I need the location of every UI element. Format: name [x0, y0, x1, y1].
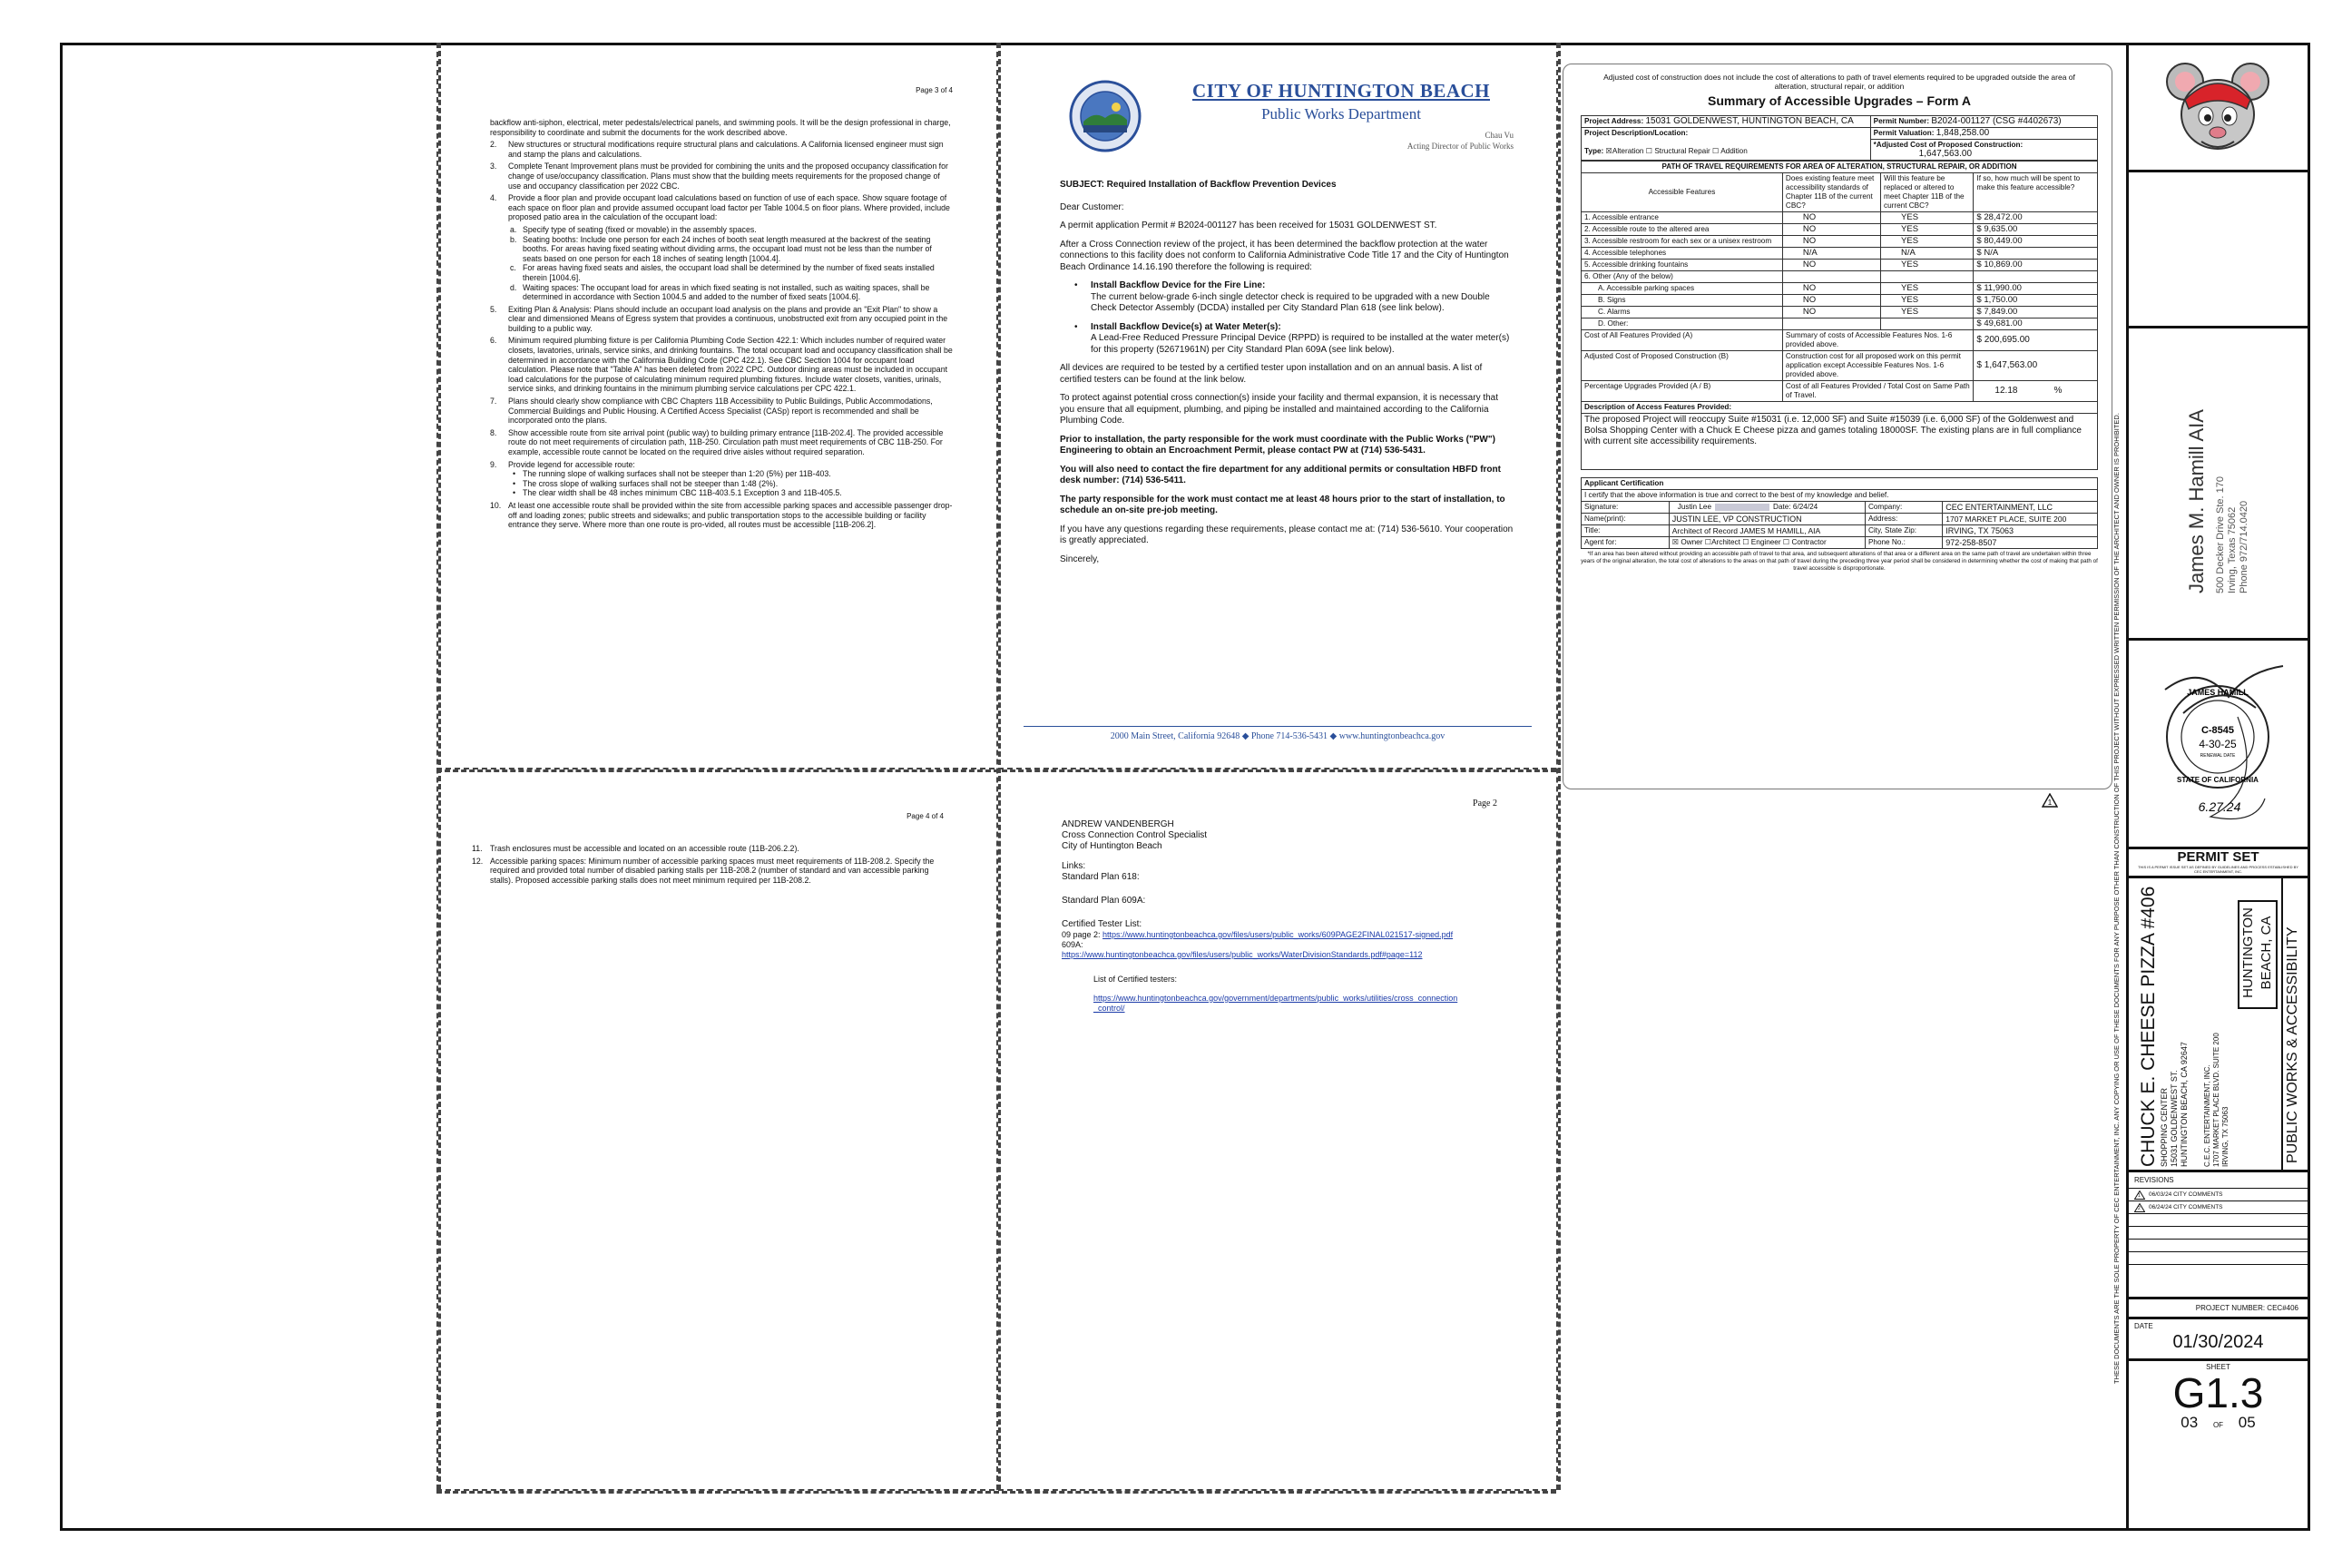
- architect-phone: Phone 972/714.0420: [2239, 500, 2249, 593]
- plan-609-page2-link[interactable]: https://www.huntingtonbeachca.gov/files/users/public_works/609PAGE2FINAL021517-signed.pdf: [1102, 930, 1454, 939]
- title-block: [2129, 43, 2310, 1531]
- comment-list: [472, 844, 944, 885]
- city-value: IRVING, TX 75063: [1943, 525, 2098, 537]
- table-row: [1582, 248, 2098, 260]
- column-header: Will this feature be replaced or altered to meet Chapter 11B of the current CBC?: [1881, 173, 1974, 212]
- meets-cell: N/A: [1782, 248, 1880, 260]
- letter-greeting: Dear Customer:: [1060, 201, 1124, 212]
- requirement-water-meter: • Install Backflow Device(s) at Water Meter(s): A Lead-Free Reduced Pressure Principal Device (RPPD) is required to be installed at the water meter(s) for this property (52671961N) per City Standard Plan 609A (see link below).: [1060, 322, 1514, 357]
- bullet-item: • The cross slope of walking surfaces shall not be steeper than 1:48 (2%).: [490, 479, 953, 489]
- architect-seal-icon: [2147, 653, 2292, 835]
- cost-cell: [1974, 271, 2098, 283]
- list-item: 4. Provide a floor plan and provide occupant load calculations based on function of use of each space. Show square footage of each space on floor plan and provide assumed occupant load factor per Table 1004.5 on floor plans. Where provided, include proposed patio area in the calculation of the occupant load:: [490, 193, 950, 222]
- revision-row: 2 06/24/24 CITY COMMENTS: [2129, 1201, 2308, 1214]
- plan-618-label: Standard Plan 618:: [1062, 872, 1140, 882]
- date-label: DATE: [2134, 1322, 2153, 1330]
- owner-line: C.E.C. ENTERTAINMENT, INC.: [2203, 1064, 2211, 1167]
- director-name: Chau Vu: [1485, 131, 1514, 140]
- form-header-table: [1581, 115, 2098, 161]
- comment-list: [490, 501, 953, 530]
- requirement-title: Install Backflow Device for the Fire Line:: [1091, 280, 1266, 290]
- project-address: Project Address: 15031 GOLDENWEST, HUNTINGTON BEACH, CA: [1582, 116, 1871, 128]
- cost-cell: $ N/A: [1974, 248, 2098, 260]
- table-row: [1582, 283, 2098, 295]
- cost-cell: $ 28,472.00: [1974, 212, 2098, 224]
- feature-cell: C. Alarms: [1582, 307, 1783, 318]
- meets-cell: NO: [1782, 236, 1880, 248]
- svg-text:4-30-25: 4-30-25: [2199, 738, 2237, 750]
- feature-cell: B. Signs: [1582, 295, 1783, 307]
- cost-a-value: $ 200,695.00: [1974, 330, 2098, 351]
- svg-text:STATE OF CALIFORNIA: STATE OF CALIFORNIA: [2177, 776, 2259, 784]
- form-a-accessible-upgrades: [1581, 73, 2098, 762]
- requirement-text: A Lead-Free Reduced Pressure Principal Device (RPPD) is required to be installed at the water meter(s) for this property (52671961N) per City Standard Plan 609A (see link below).: [1091, 333, 1510, 355]
- meets-cell: NO: [1782, 307, 1880, 318]
- letter-paragraph: If you have any questions regarding these requirements, please contact me at: (714) 536-5610. Your cooperation is greatly appreciated.: [1060, 524, 1514, 545]
- feature-cell: 2. Accessible route to the altered area: [1582, 224, 1783, 236]
- meets-cell: NO: [1782, 283, 1880, 295]
- requirement-fire-line: • Install Backflow Device for the Fire Line: The current below-grade 6-inch single detector check is required to be upgraded with a new Double Check Detector Assembly (DCDA) installed per City Standard Plan 618 (see link below).: [1060, 280, 1514, 315]
- dashed-divider: [436, 768, 1556, 772]
- svg-text:6.27.24: 6.27.24: [2198, 799, 2241, 814]
- project-line: 15031 GOLDENWEST ST.: [2170, 1070, 2179, 1167]
- permit-number: Permit Number: B2024-001127 (CSG #4402673): [1870, 116, 2097, 128]
- project-line: HUNTINGTON BEACH, CA 92647: [2180, 1042, 2189, 1167]
- chuck-e-cheese-logo-icon: [2165, 56, 2270, 158]
- letter-paragraph: To protect against potential cross connection(s) inside your facility and thermal expansion, it is necessary that you ensure that all equipment, plumbing, and piping be installed and maintained according to the California Plumbing Code.: [1060, 393, 1499, 426]
- field-label: Signature:: [1582, 502, 1670, 514]
- altered-cell: YES: [1881, 224, 1974, 236]
- field-label: Agent for:: [1582, 537, 1670, 549]
- architect-city: Irving, Texas 75062: [2227, 506, 2238, 593]
- owner-line: IRVING, TX 75063: [2221, 1106, 2230, 1167]
- date-cell: [2129, 1319, 2308, 1361]
- dashed-divider: [996, 43, 1001, 1490]
- letter-paragraph: A permit application Permit # B2024-001127 has been received for 15031 GOLDENWEST ST.: [1060, 220, 1437, 230]
- cost-a-desc: Summary of costs of Accessible Features Nos. 1-6 provided above.: [1782, 330, 1974, 351]
- feature-cell: 1. Accessible entrance: [1582, 212, 1783, 224]
- legal-notice: THESE DOCUMENTS ARE THE SOLE PROPERTY OF CEC ENTERTAINMENT, INC. ANY COPYING OR USE OF THESE DOCUMENTS FOR ANY PURPOSE OTHER THAN CONSTRUCTION OF THIS PROJECT WITHOUT EXPRESSED WRITTEN PERMISSION OF THE ARCHITECT AND OWNER IS PROHIBITED.: [2112, 413, 2121, 1384]
- altered-cell: [1881, 271, 1974, 283]
- list-item: 12. Accessible parking spaces: Minimum number of accessible parking spaces must meet requirements of 11B-208.2. Specify the required and provided total number of disabled parking stalls per 11B-208.2 (number of standard and van accessible parking stalls). Proposed accessible parking stalls does not meet minimum required per 11B-208.2.: [472, 856, 935, 885]
- cost-b-label: Adjusted Cost of Proposed Construction (B): [1582, 351, 1783, 381]
- sub-item: b. Seating booths: Include one person for each 24 inches of booth seat length measured at the backrest of the seating booths. For areas having fixed seating without dividing arms, the occupant load must not be less than the number of seats based on one person for each 18 inches of seating length [1004.4].: [510, 234, 932, 263]
- comment-list: [490, 140, 953, 222]
- list-item: 5. Exiting Plan & Analysis: Plans should include an occupant load analysis on the plans and provide an "Exit Plan" to show a clear and dimensioned Means of Egress system that provides a continuous, unobstructed exit from any occupied point in the building to a public way.: [490, 304, 948, 333]
- field-label: Phone No.:: [1865, 537, 1942, 549]
- field-label: Name(print):: [1582, 514, 1670, 525]
- permit-set-label: PERMIT SET: [2177, 849, 2259, 865]
- svg-text:C-8545: C-8545: [2200, 725, 2235, 736]
- cost-cell: $ 9,635.00: [1974, 224, 2098, 236]
- cost-cell: $ 80,449.00: [1974, 236, 2098, 248]
- city-seal-icon: [1069, 80, 1142, 152]
- field-label: Address:: [1865, 514, 1942, 525]
- standards-pdf-link[interactable]: https://www.huntingtonbeachca.gov/files/users/public_works/WaterDivisionStandards.pdf#page=112: [1062, 950, 1423, 959]
- owner-line: 1707 MARKET PLACE BLVD. SUITE 200: [2212, 1033, 2220, 1167]
- dashed-divider: [1556, 43, 1561, 1490]
- revisions-label: REVISIONS: [2129, 1172, 2308, 1189]
- sheet-number: G1.3: [2172, 1369, 2264, 1416]
- architect-cell: [2129, 328, 2308, 641]
- link-label: 609A:: [1062, 940, 1083, 949]
- city-box-text: HUNTINGTON BEACH, CA: [2240, 907, 2274, 998]
- svg-text:1: 1: [2047, 799, 2053, 807]
- agent-value: ☒ Owner ☐Architect ☐ Engineer ☐ Contractor: [1669, 537, 1865, 549]
- table-header: PATH OF TRAVEL REQUIREMENTS FOR AREA OF ALTERATION, STRUCTURAL REPAIR, OR ADDITION: [1582, 162, 2098, 173]
- comment-list: [490, 305, 953, 470]
- project-number: PROJECT NUMBER: CEC#406: [2129, 1299, 2308, 1319]
- address-value: 1707 MARKET PLACE, SUITE 200: [1943, 514, 2098, 525]
- path-of-travel-table: [1581, 161, 2098, 470]
- table-row: [1582, 307, 2098, 318]
- description-text: The proposed Project will reoccupy Suite #15031 (i.e. 12,000 SF) and Suite #15039 (i.e. 6,000 SF) of the Goldenwest and Bolsa Shopping Center with a Chuck E Cheese pizza and games totaling 18000SF. The existing plans are in full compliance with current site accessibility requirements.: [1582, 414, 2098, 470]
- director-title: Acting Director of Public Works: [1406, 142, 1514, 151]
- cost-cell: $ 49,681.00: [1974, 318, 2098, 330]
- cost-cell: $ 7,849.00: [1974, 307, 2098, 318]
- form-title: Summary of Accessible Upgrades – Form A: [1708, 93, 1971, 108]
- backflow-letter-page-2: [1062, 799, 1497, 1089]
- altered-cell: YES: [1881, 295, 1974, 307]
- revision-row: 1 06/03/24 CITY COMMENTS: [2129, 1189, 2308, 1201]
- signer-name: ANDREW VANDENBERGH: [1062, 819, 1174, 829]
- letterhead: [1060, 73, 1514, 172]
- sheet-of: 03 OF 05: [2180, 1414, 2256, 1431]
- department-name: Public Works Department: [1261, 105, 1421, 122]
- blank-cell: [2129, 172, 2308, 328]
- project-line: SHOPPING CENTER: [2160, 1087, 2169, 1167]
- meets-cell: NO: [1782, 260, 1880, 271]
- sub-item: c. For areas having fixed seats and aisles, the occupant load shall be determined by the number of fixed seats installed therein [1004.6].: [510, 263, 935, 282]
- table-row: [1582, 260, 2098, 271]
- feature-cell: 6. Other (Any of the below): [1582, 271, 1783, 283]
- altered-cell: YES: [1881, 260, 1974, 271]
- cost-b-value: $ 1,647,563.00: [1974, 351, 2098, 381]
- delta-revision-icon: [2042, 793, 2058, 808]
- requirement-text: The current below-grade 6-inch single detector check is required to be upgraded with a new Double Check Detector Assembly (DCDA) installed per City Standard Plan 618 (see link below).: [1091, 291, 1490, 313]
- permit-valuation: Permit Valuation: 1,848,258.00: [1870, 128, 2097, 140]
- feature-cell: 5. Accessible drinking fountains: [1582, 260, 1783, 271]
- meets-cell: NO: [1782, 295, 1880, 307]
- requirement-title: Install Backflow Device(s) at Water Meter(s):: [1091, 321, 1281, 332]
- percentage-desc: Cost of all Features Provided / Total Cost on Same Path of Travel.: [1782, 381, 1974, 402]
- meets-cell: [1782, 318, 1880, 330]
- cross-connection-link[interactable]: https://www.huntingtonbeachca.gov/government/departments/public_works/utilities/cross_connection_control/: [1093, 994, 1458, 1013]
- link-row: 09 page 2: https://www.huntingtonbeachca.gov/files/users/public_works/609PAGE2FINAL021517-signed.pdf: [1062, 930, 1454, 939]
- letter-paragraph: Prior to installation, the party responsible for the work must coordinate with the Public Works ("PW") Engineering to obtain an Encroachment Permit, please contact PW at (714) 536-5431.: [1060, 434, 1495, 456]
- table-row: [1582, 295, 2098, 307]
- letter-paragraph: You will also need to contact the fire department for any additional permits or consultation HBFD front desk number: (714) 536-5411.: [1060, 464, 1501, 485]
- date-value: 01/30/2024: [2172, 1332, 2264, 1352]
- list-item: 2. New structures or structural modifications require structural plans and calculations. A California licensed engineer must sign and stamp the plans and calculations.: [490, 140, 944, 159]
- table-row: [1582, 212, 2098, 224]
- column-header: Accessible Features: [1582, 173, 1783, 212]
- sheet-title: PUBLIC WORKS & ACCESSIBILITY: [2285, 926, 2300, 1163]
- field-label: City, State Zip:: [1865, 525, 1942, 537]
- letter-paragraph: The party responsible for the work must contact me at least 48 hours prior to the start of installation, to schedule an on-site pre-job meeting.: [1060, 494, 1505, 515]
- sheet-label: SHEET: [2206, 1363, 2230, 1371]
- name-value: JUSTIN LEE, VP CONSTRUCTION: [1669, 514, 1865, 525]
- feature-cell: A. Accessible parking spaces: [1582, 283, 1783, 295]
- column-header: If so, how much will be spent to make this feature accessible?: [1974, 173, 2098, 212]
- cost-b-desc: Construction cost for all proposed work on this permit application except Accessible Features Nos. 1-6 provided above.: [1782, 351, 1974, 381]
- letter-closing: Sincerely,: [1060, 554, 1100, 564]
- logo-cell: [2129, 45, 2308, 172]
- letter-footer: 2000 Main Street, California 92648 ◆ Phone 714-536-5431 ◆ www.huntingtonbeachca.gov: [1110, 731, 1446, 741]
- letter-paragraph: After a Cross Connection review of the project, it has been determined the backflow protection at the water connections to this facility does not conform to California Administrative Code Title 17 and the City of Huntington Beach Ordinance 14.16.190 therefore the following is required:: [1060, 239, 1509, 272]
- certification-heading: Applicant Certification: [1582, 478, 2098, 490]
- list-item: 10. At least one accessible route shall be provided within the site from accessible parking spaces and accessible passenger drop-off and loading zones; public streets and sidewalks; and public transportation stops to the accessible building or facility entrance they serve. Where more than one route is pro-vided, all routes must be accessible [11B-206.2].: [490, 500, 953, 530]
- phone-value: 972-258-8507: [1943, 537, 2098, 549]
- meets-cell: [1782, 271, 1880, 283]
- cost-cell: $ 1,750.00: [1974, 295, 2098, 307]
- company-value: CEC ENTERTAINMENT, LLC: [1943, 502, 2098, 514]
- altered-cell: YES: [1881, 307, 1974, 318]
- project-info-cell: [2129, 878, 2308, 1172]
- table-row: [1582, 224, 2098, 236]
- letter-subject: SUBJECT: Required Installation of Backflow Prevention Devices: [1060, 180, 1337, 190]
- link-row: [1062, 994, 1461, 1014]
- tester-list-heading: Certified Tester List:: [1062, 919, 1142, 929]
- dashed-divider: [436, 43, 441, 1490]
- permit-set-cell: [2129, 849, 2308, 878]
- certification-text: I certify that the above information is true and correct to the best of my knowledge and belief.: [1582, 490, 2098, 502]
- certified-testers-label: List of Certified testers:: [1093, 975, 1178, 984]
- signer-title: Cross Connection Control Specialist: [1062, 830, 1208, 840]
- project-description: Project Description/Location: Type: ☒Alteration ☐ Structural Repair ☐ Addition: [1582, 128, 1871, 161]
- meets-cell: NO: [1782, 212, 1880, 224]
- list-item: 8. Show accessible route from site arrival point (public way) to building primary entrance [11B-202.4]. The provided accessible route do not meet requirements of circulation path, 11B-250. Circulation path must meet requirements of CBC 11B-250. For example, accessible route cannot be located on the required drive aisles without required separation.: [490, 427, 944, 456]
- list-item: 7. Plans should clearly show compliance with CBC Chapters 11B Accessibility to Public Buildings, Public Accommodations, Commercial Buildings and Public Housing. A Certified Access Specialist (CASp) report is recommended and shall be incorporated onto the plans.: [490, 397, 933, 426]
- meets-cell: NO: [1782, 224, 1880, 236]
- seal-cell: [2129, 641, 2308, 849]
- backflow-letter: [1060, 73, 1514, 762]
- cost-cell: $ 10,869.00: [1974, 260, 2098, 271]
- list-item: 9. Provide legend for accessible route:: [490, 459, 635, 469]
- bullet-item: • The clear width shall be 48 inches minimum CBC 11B-403.5.1 Exception 3 and 11B-405.5.: [490, 488, 953, 498]
- sub-item: d. Waiting spaces: The occupant load for areas in which fixed seating is not installed, such as waiting spaces, shall be determined in accordance with Section 1004.5 and added to the number of fixed seats [1004.6].: [510, 282, 930, 302]
- architect-address: 500 Decker Drive Ste. 170: [2215, 475, 2226, 593]
- page-number: Page 3 of 4: [916, 86, 953, 94]
- architect-name: James M. Hamill AIA: [2185, 409, 2208, 593]
- signature-value: Justin Lee Date: 6/24/24: [1669, 502, 1865, 514]
- cost-a-label: Cost of All Features Provided (A): [1582, 330, 1783, 351]
- altered-cell: [1881, 318, 1974, 330]
- dashed-divider: [436, 1489, 1556, 1494]
- list-item: 3. Complete Tenant Improvement plans must be provided for combining the units and the proposed occupancy classification for change of use/occupancy classification. Plans must show that the building meets requirements for the proposed change of use and occupancy classification per 2022 CBC.: [490, 162, 948, 191]
- title-value: Architect of Record JAMES M HAMILL, AIA: [1669, 525, 1865, 537]
- description-heading: Description of Access Features Provided:: [1582, 402, 2098, 414]
- sheet-cell: [2129, 1361, 2308, 1531]
- cost-cell: $ 11,990.00: [1974, 283, 2098, 295]
- intro-text: backflow anti-siphon, electrical, meter pedestals/electrical panels, and swimming pools. It will be the design professional in charge, responsibility to coordinate and submit the documents for the work described above.: [490, 118, 951, 137]
- feature-cell: D. Other:: [1582, 318, 1783, 330]
- feature-cell: 3. Accessible restroom for each sex or a unisex restroom: [1582, 236, 1783, 248]
- field-label: Title:: [1582, 525, 1670, 537]
- column-header: Does existing feature meet accessibility standards of Chapter 11B of the current CBC?: [1782, 173, 1880, 212]
- table-row: [1582, 318, 2098, 330]
- divider: [2281, 878, 2283, 1170]
- link-row: [1062, 950, 1497, 960]
- percentage-value: 12.18 %: [1974, 381, 2098, 402]
- applicant-certification: [1581, 477, 2098, 549]
- sub-item: a. Specify type of seating (fixed or movable) in the assembly spaces.: [510, 224, 757, 234]
- revisions-cell: [2129, 1172, 2308, 1299]
- form-note: Adjusted cost of construction does not include the cost of alterations to path of travel elements required to be upgraded outside the area of alteration, structural repair, or addition: [1603, 73, 2075, 91]
- plan-609a-label: Standard Plan 609A:: [1062, 896, 1146, 906]
- table-row: [1582, 271, 2098, 283]
- city-name: CITY OF HUNTINGTON BEACH: [1191, 80, 1490, 102]
- page-number: Page 4 of 4: [906, 812, 944, 820]
- altered-cell: YES: [1881, 236, 1974, 248]
- svg-text:RENEWAL DATE: RENEWAL DATE: [2200, 753, 2236, 759]
- comment-page-3: [490, 86, 953, 758]
- feature-cell: 4. Accessible telephones: [1582, 248, 1783, 260]
- field-label: Company:: [1865, 502, 1942, 514]
- permit-set-note: THIS IS A PERMIT ISSUE SET AS DEFINED BY GUIDELINES AND PROCESS ESTABLISHED BY CEC ENTERTAINMENT, INC.: [2138, 865, 2298, 874]
- project-name: CHUCK E. CHEESE PIZZA #406: [2138, 886, 2159, 1167]
- links-heading: Links:: [1062, 861, 1086, 871]
- altered-cell: YES: [1881, 283, 1974, 295]
- percentage-label: Percentage Upgrades Provided (A / B): [1582, 381, 1783, 402]
- signer-org: City of Huntington Beach: [1062, 841, 1162, 851]
- adjusted-cost: *Adjusted Cost of Proposed Construction: 1,647,563.00: [1870, 140, 2097, 161]
- altered-cell: N/A: [1881, 248, 1974, 260]
- page-number: Page 2: [1473, 799, 1497, 808]
- list-item: 6. Minimum required plumbing fixture is per California Plumbing Code Section 422.1: Which includes number of required water closets, lavatories, urinals, service sinks, and drinking fountains. The total occupant load and occupancy classification shall be determined in accordance with the California Building Code (CPC 422.1). See CBC Section 1004 for occupant load calculation. Please note that "Table A" has been deleted from 2022 CPC. Outdoor dining areas must be included in occupant load calculations for the purpose of calculating minimum required plumbing fixtures. Include water closets, vanities, urinals, service sinks, and drinking fountains in the minimum plumbing service calculations per CPC 422.1.: [490, 336, 953, 394]
- letter-paragraph: All devices are required to be tested by a certified tester upon installation and on an annual basis. A list of certified testers can be found at the link below.: [1060, 363, 1483, 385]
- comment-page-4: [472, 812, 944, 994]
- table-row: [1582, 236, 2098, 248]
- altered-cell: YES: [1881, 212, 1974, 224]
- svg-text:JAMES HAMILL: JAMES HAMILL: [2187, 688, 2249, 697]
- bullet-item: • The running slope of walking surfaces shall not be steeper than 1:20 (5%) per 11B-403.: [490, 469, 953, 479]
- footer-rule: [1024, 726, 1532, 727]
- list-item: 11. Trash enclosures must be accessible and located on an accessible route (11B-206.2.2).: [472, 844, 799, 853]
- form-footnote: *If an area has been altered without providing an accessible path of travel to that area, and subsequent alterations of that area or a different area on the same path of travel are undertaken within three years of the original alteration, the total cost of alterations to the areas on that path of travel during the preceding three year period shall be considered in determining whether the cost of making that path of travel accessible is disproportionate.: [1581, 551, 2098, 572]
